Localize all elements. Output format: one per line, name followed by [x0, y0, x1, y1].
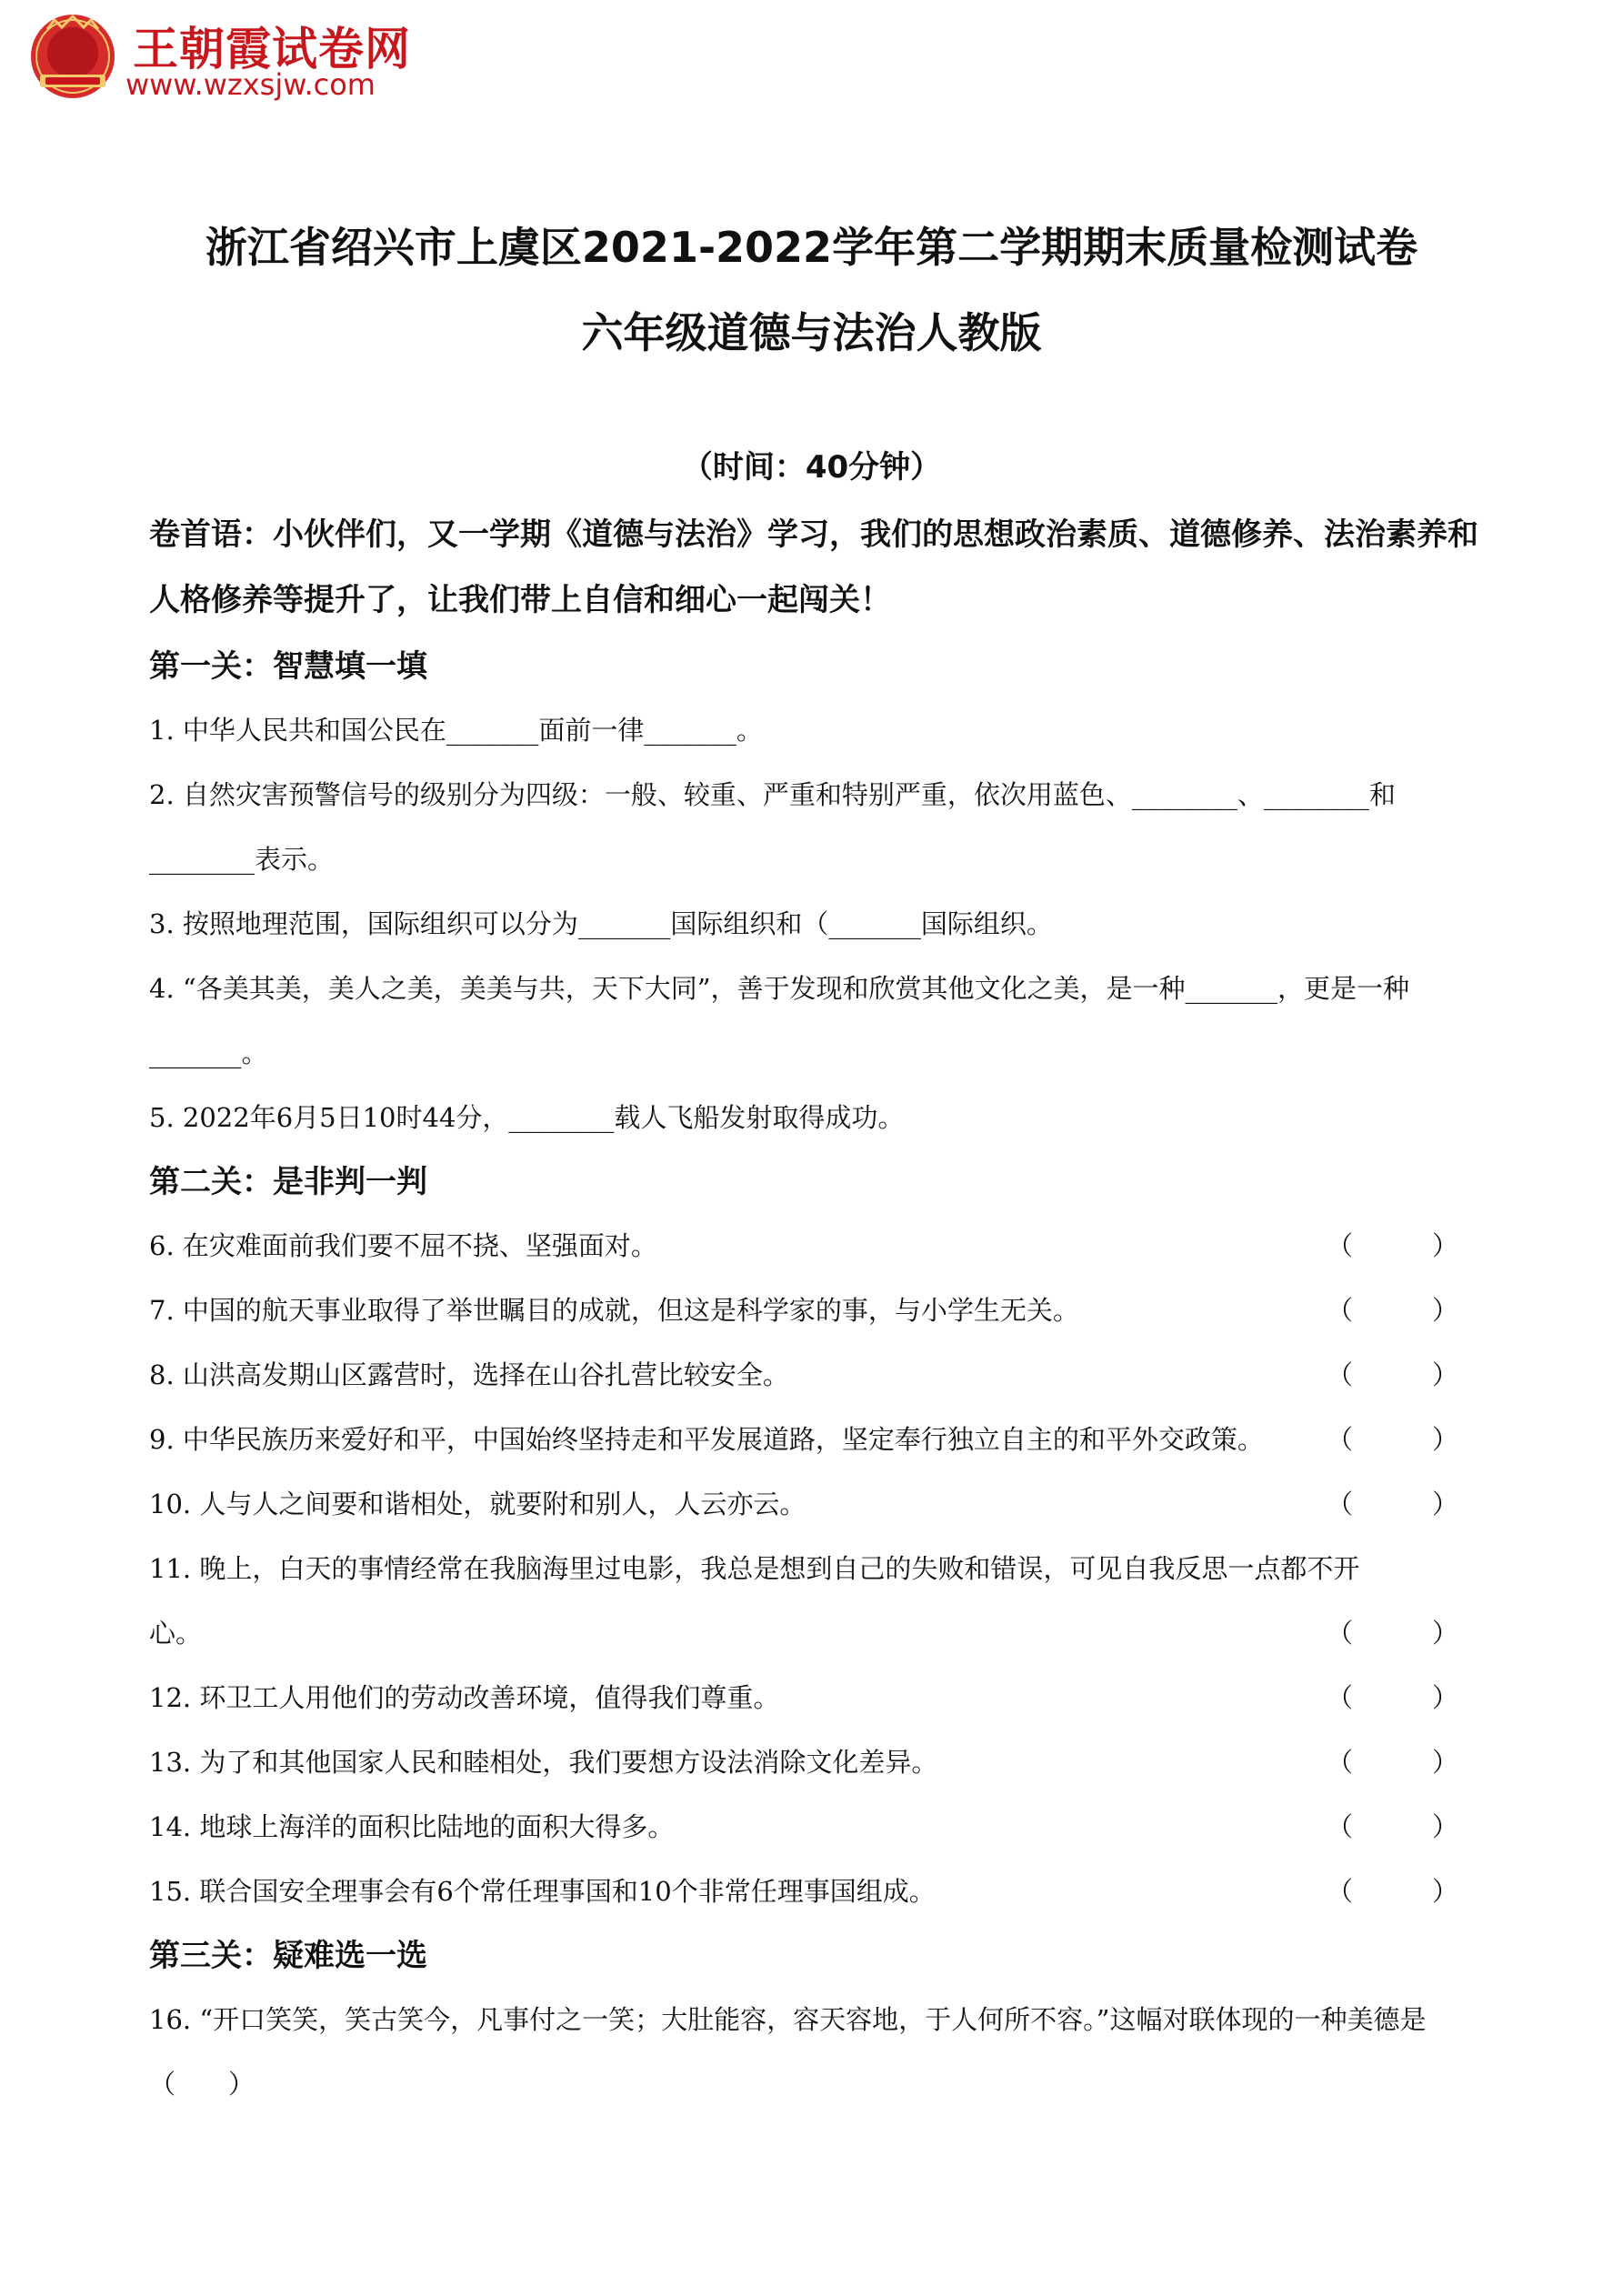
page-title: 浙江省绍兴市上虞区2021-2022学年第二学期期末质量检测试卷: [205, 223, 1418, 272]
answer-paren: （ ）: [1326, 1811, 1458, 1842]
question-4: 4. “各美其美，美人之美，美美与共，天下大同”，善于发现和欣赏其他文化之美，是一种_______，更是一种_______。: [149, 973, 1410, 1068]
answer-paren: （ ）: [1326, 1618, 1458, 1649]
question-1: 1. 中华人民共和国公民在_______面前一律_______。: [149, 715, 763, 746]
answer-paren: （ ）: [1326, 1230, 1458, 1261]
section-heading-choice: 第三关：疑难选一选: [149, 1938, 427, 1974]
answer-paren: （ ）: [1326, 1682, 1458, 1713]
question-10: 10. 人与人之间要和谐相处，就要附和别人，人云亦云。 （ ）: [149, 1472, 1486, 1537]
section-heading-judge: 第二关：是非判一判: [149, 1164, 427, 1200]
question-8: 8. 山洪高发期山区露营时，选择在山谷扎营比较安全。 （ ）: [149, 1343, 1486, 1408]
answer-paren: （ ）: [1326, 1747, 1458, 1778]
section-heading-fill: 第一关：智慧填一填: [149, 648, 427, 685]
question-9: 9. 中华民族历来爱好和平，中国始终坚持走和平发展道路，坚定奉行独立自主的和平外交政策。 （ ）: [149, 1408, 1486, 1472]
page-subtitle: 六年级道德与法治人教版: [581, 308, 1042, 357]
answer-paren: （ ）: [1326, 1876, 1458, 1907]
intro-text: 卷首语：小伙伴们，又一学期《道德与法治》学习，我们的思想政治素质、道德修养、法治素养和人格修养等提升了，让我们带上自信和细心一起闯关！: [149, 516, 1478, 618]
question-13: 13. 为了和其他国家人民和睦相处，我们要想方设法消除文化差异。 （ ）: [149, 1730, 1486, 1795]
question-16: 16. “开口笑笑，笑古笑今，凡事付之一笑；大肚能容，容天容地，于人何所不容。”这幅对联体现的一种美德是（ ）: [149, 2004, 1427, 2100]
exam-time: （时间：40分钟）: [681, 449, 942, 486]
seal-icon: [27, 11, 118, 102]
answer-paren: （ ）: [1326, 1295, 1458, 1326]
exam-body: [149, 502, 1486, 2117]
question-12: 12. 环卫工人用他们的劳动改善环境，值得我们尊重。 （ ）: [149, 1666, 1486, 1730]
question-11-cont: 心。 （ ）: [149, 1601, 1486, 1666]
answer-paren: （ ）: [1326, 1489, 1458, 1519]
question-3: 3. 按照地理范围，国际组织可以分为_______国际组织和（_______国际组织。: [149, 908, 1053, 939]
question-11: 11. 晚上，白天的事情经常在我脑海里过电影，我总是想到自己的失败和错误，可见自我反思一点都不开: [149, 1553, 1360, 1584]
answer-paren: （ ）: [1326, 1359, 1458, 1390]
question-2: 2. 自然灾害预警信号的级别分为四级：一般、较重、严重和特别严重，依次用蓝色、________、________和________表示。: [149, 779, 1396, 875]
question-15: 15. 联合国安全理事会有6个常任理事国和10个非常任理事国组成。 （ ）: [149, 1860, 1486, 1924]
question-6: 6. 在灾难面前我们要不屈不挠、坚强面对。 （ ）: [149, 1214, 1486, 1278]
answer-paren: （ ）: [1326, 1424, 1458, 1455]
site-url[interactable]: www.wzxsjw.com: [125, 67, 376, 102]
question-7: 7. 中国的航天事业取得了举世瞩目的成就，但这是科学家的事，与小学生无关。 （ ）: [149, 1278, 1486, 1343]
site-logo[interactable]: [24, 7, 415, 107]
question-14: 14. 地球上海洋的面积比陆地的面积大得多。 （ ）: [149, 1795, 1486, 1860]
brand-name: 王朝霞试卷网: [133, 23, 411, 75]
question-5: 5. 2022年6月5日10时44分，________载人飞船发射取得成功。: [149, 1102, 905, 1133]
